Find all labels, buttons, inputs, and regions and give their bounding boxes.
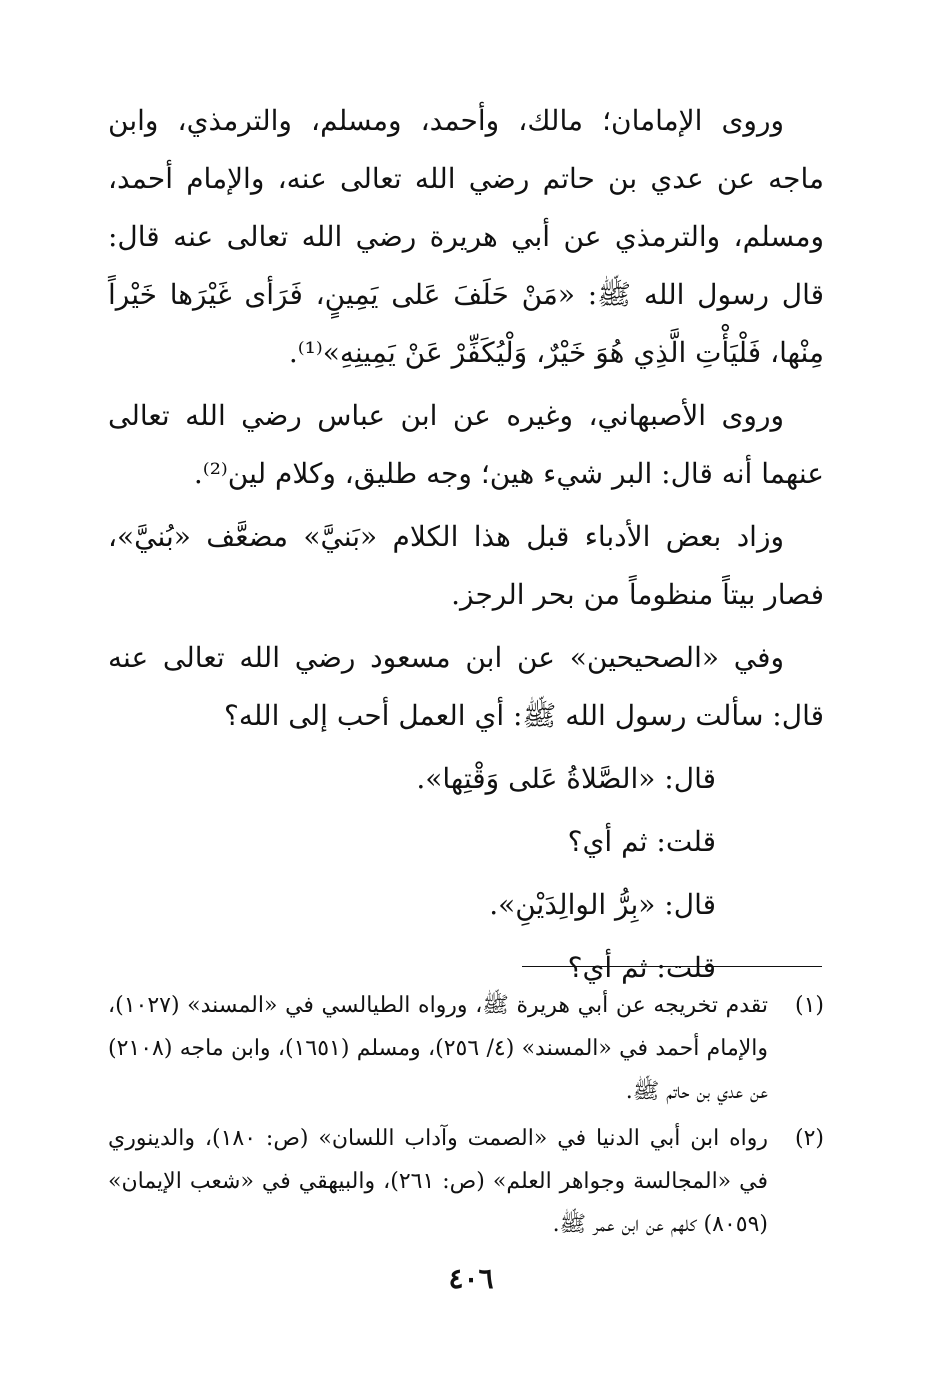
dialog-line-1: قال: «الصَّلاةُ عَلى وَقْتِها». [416,762,716,795]
footnote-text: رواه ابن أبي الدنيا في «الصمت وآداب اللسان» (ص: ١٨٠)، والدينوري في «المجالسة وجواهر العلم» (ص: ٢٦١)، والبيهقي في «شعب الإيمان» (٨٠٥٩) كلهم عن ابن عمر ﷺ. [108,1126,768,1237]
footnote-number: (٢) [794,1126,824,1151]
footnote-2 [108,1117,824,1246]
footnote-1 [108,984,824,1113]
footnote-divider [522,966,822,967]
footnote-number: (١) [794,993,824,1018]
footnote-text: تقدم تخريجه عن أبي هريرة ﷺ، ورواه الطيالسي في «المسند» (١٠٢٧)، والإمام أحمد في «المسند» (٤/ ٢٥٦)، ومسلم (١٦٥١)، وابن ماجه (٢١٠٨) عن عدي بن حاتم ﷺ. [108,993,769,1104]
dialog-line-4: قلت: ثم أي؟ [567,951,716,984]
footnotes [108,984,824,1250]
paragraph-2: وروى الأصبهاني، وغيره عن ابن عباس رضي الله تعالى عنهما أنه قال: البر شيء هين؛ وجه طليق، وكلام لين⁽²⁾. [108,399,824,490]
main-text [108,92,824,1002]
paragraph-4: وفي «الصحيحين» عن ابن مسعود رضي الله تعالى عنه قال: سألت رسول الله ﷺ: أي العمل أحب إلى الله؟ [108,641,824,732]
dialog-line-2: قلت: ثم أي؟ [567,825,716,858]
page-number: ٤٠٦ [448,1262,494,1295]
dialog-line-3: قال: «بِرُّ الوالِدَيْنِ». [489,888,716,921]
paragraph-1: وروى الإمامان؛ مالك، وأحمد، ومسلم، والترمذي، وابن ماجه عن عدي بن حاتم رضي الله تعالى عنه، والإمام أحمد، ومسلم، والترمذي عن أبي هريرة رضي الله تعالى عنه قال: قال رسول الله ﷺ: «مَنْ حَلَفَ عَلى يَمِينٍ، فَرَأى غَيْرَها خَيْراً مِنْها، فَلْيَأْتِ الَّذِي هُوَ خَيْرٌ، وَلْيُكَفِّرْ عَنْ يَمِينِهِ»⁽¹⁾. [108,104,825,369]
paragraph-3: وزاد بعض الأدباء قبل هذا الكلام «بَنيَّ» مضعَّف «بُنيَّ»، فصار بيتاً منظوماً من بحر الرجز. [108,520,824,611]
